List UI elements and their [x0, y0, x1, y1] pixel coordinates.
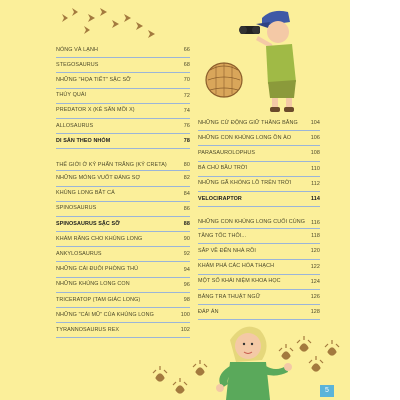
toc-entry-page: 80 [183, 162, 190, 169]
toc-left-column [56, 43, 190, 338]
toc-entry-title: KHÁM PHÁ CÁC HÓA THẠCH [198, 263, 275, 270]
toc-entry-title: STEGOSAURUS [56, 61, 99, 68]
toc-entry[interactable] [56, 43, 190, 58]
toc-entry[interactable] [56, 149, 190, 171]
toc-entry-title: NÓNG VÀ LẠNH [56, 46, 98, 53]
girl-illustration [216, 327, 292, 400]
toc-entry-page: 102 [180, 327, 190, 334]
toc-entry-page: 72 [183, 92, 190, 99]
toc-entry-title: NHỮNG CÁI ĐUÔI PHÒNG THỦ [56, 266, 139, 273]
toc-entry-page: 74 [183, 107, 190, 114]
toc-entry[interactable] [56, 89, 190, 104]
toc-entry-title: NHỮNG KHỦNG LONG CON [56, 281, 130, 288]
toc-entry-title: ALLOSAURUS [56, 122, 94, 129]
toc-entry[interactable] [56, 187, 190, 202]
toc-entry-page: 94 [183, 266, 190, 273]
toc-entry-page: 100 [180, 312, 190, 319]
toc-entry-page: 120 [310, 248, 320, 255]
toc-entry-title: NHỮNG "CÁI MŨ" CỦA KHỦNG LONG [56, 311, 154, 318]
toc-entry-page: 104 [310, 120, 320, 127]
toc-entry-title: DI SẢN THEO NHÓM [56, 137, 111, 144]
toc-entry-page: 124 [310, 278, 320, 285]
toc-entry[interactable] [198, 177, 320, 192]
toc-entry-page: 76 [183, 123, 190, 130]
toc-entry-title: ĐÁP ÁN [198, 308, 219, 315]
toc-entry[interactable] [56, 134, 190, 149]
toc-entry[interactable] [198, 116, 320, 131]
toc-entry-title: SPINOSAURUS [56, 205, 97, 212]
toc-entry-page: 70 [183, 77, 190, 84]
toc-entry-title: BẢNG TRA THUẬT NGỮ [198, 293, 261, 300]
toc-entry[interactable] [56, 58, 190, 73]
explorer-illustration [239, 11, 296, 112]
toc-entry[interactable] [56, 119, 190, 134]
toc-entry-title: NHỮNG CON KHỦNG LONG ỒN ÀO [198, 134, 292, 141]
toc-entry[interactable] [198, 290, 320, 305]
toc-entry-title: TĂNG TỐC THÔI... [198, 232, 247, 239]
toc-entry-page: 66 [183, 47, 190, 54]
toc-entry-title: NHỮNG CỬ ĐỘNG GIỮ THĂNG BẰNG [198, 119, 298, 126]
toc-entry[interactable] [56, 232, 190, 247]
toc-entry-title: ANKYLOSAURUS [56, 250, 102, 257]
toc-entry[interactable] [56, 278, 190, 293]
toc-entry-title: NHỮNG MÓNG VUỐT ĐÁNG SỢ [56, 175, 141, 182]
toc-entry-title: TRICERATOP (TAM GIÁC LONG) [56, 296, 141, 303]
toc-entry-page: 126 [310, 293, 320, 300]
toc-entry[interactable] [198, 244, 320, 259]
toc-entry[interactable] [198, 229, 320, 244]
toc-entry-page: 106 [310, 135, 320, 142]
toc-entry-title: KHÁM RĂNG CHO KHỦNG LONG [56, 235, 143, 242]
toc-entry-title: VELOCIRAPTOR [198, 195, 242, 202]
toc-entry[interactable] [56, 247, 190, 262]
toc-entry[interactable] [198, 146, 320, 161]
toc-entry-title: TYRANNOSAURUS REX [56, 326, 120, 333]
toc-entry-page: 84 [183, 190, 190, 197]
toc-entry-page: 78 [183, 138, 190, 145]
toc-entry[interactable] [56, 308, 190, 323]
toc-entry-title: PARASAUROLOPHUS [198, 150, 256, 157]
toc-entry-page: 114 [311, 196, 320, 203]
footprint-icon [62, 8, 155, 38]
toc-entry[interactable] [56, 293, 190, 308]
toc-entry-page: 82 [183, 175, 190, 182]
toc-entry-page: 122 [310, 263, 320, 270]
toc-entry[interactable] [198, 131, 320, 146]
toc-entry-page: 98 [183, 296, 190, 303]
toc-entry-page: 90 [183, 236, 190, 243]
toc-entry-title: NHỮNG "HỌA TIẾT" SẶC SỠ [56, 77, 131, 84]
toc-entry-page: 88 [183, 220, 190, 227]
toc-entry[interactable] [56, 217, 190, 232]
toc-entry[interactable] [56, 73, 190, 88]
toc-entry-title: SPINOSAURUS SẶC SỠ [56, 220, 120, 227]
fossil-icon [206, 63, 242, 97]
toc-entry-page: 92 [183, 251, 190, 258]
toc-entry-page: 68 [183, 62, 190, 69]
toc-entry-title: KHỦNG LONG BẮT CÁ [56, 190, 115, 197]
toc-right-column [198, 116, 320, 320]
toc-entry-title: NHỮNG GÃ KHỔNG LỒ TRÊN TRỜI [198, 180, 292, 187]
toc-entry[interactable] [198, 275, 320, 290]
toc-entry-page: 108 [310, 150, 320, 157]
toc-entry-title: THỦY QUÁI [56, 92, 87, 99]
toc-entry-page: 86 [183, 205, 190, 212]
page-number: 5 [320, 385, 334, 397]
toc-entry-title: NHỮNG CON KHỦNG LONG CUỐI CÙNG [198, 219, 306, 226]
toc-entry-title: MỘT SỐ KHÁI NIỆM KHOA HỌC [198, 278, 281, 285]
toc-entry[interactable] [56, 323, 190, 338]
toc-entry[interactable] [198, 260, 320, 275]
toc-entry[interactable] [56, 262, 190, 277]
toc-entry-title: BÁ CHỦ BẦU TRỜI [198, 165, 248, 172]
toc-entry[interactable] [198, 207, 320, 229]
toc-entry-page: 116 [311, 220, 320, 227]
toc-entry-title: THẾ GIỚI Ở KỶ PHẤN TRẮNG (KỶ CRETA) [56, 161, 167, 168]
toc-entry-page: 128 [310, 309, 320, 316]
toc-entry[interactable] [56, 202, 190, 217]
toc-entry-page: 118 [311, 233, 320, 240]
toc-entry[interactable] [56, 171, 190, 186]
toc-entry[interactable] [198, 305, 320, 320]
toc-entry[interactable] [198, 192, 320, 207]
toc-entry-page: 112 [311, 180, 320, 187]
toc-entry-title: PREDATOR X (KẺ SĂN MỒI X) [56, 107, 135, 114]
toc-entry-page: 96 [183, 281, 190, 288]
toc-entry[interactable] [56, 104, 190, 119]
toc-entry[interactable] [198, 162, 320, 177]
toc-entry-title: SẮP VỀ ĐẾN NHÀ RỒI [198, 248, 257, 255]
toc-entry-page: 110 [311, 165, 320, 172]
